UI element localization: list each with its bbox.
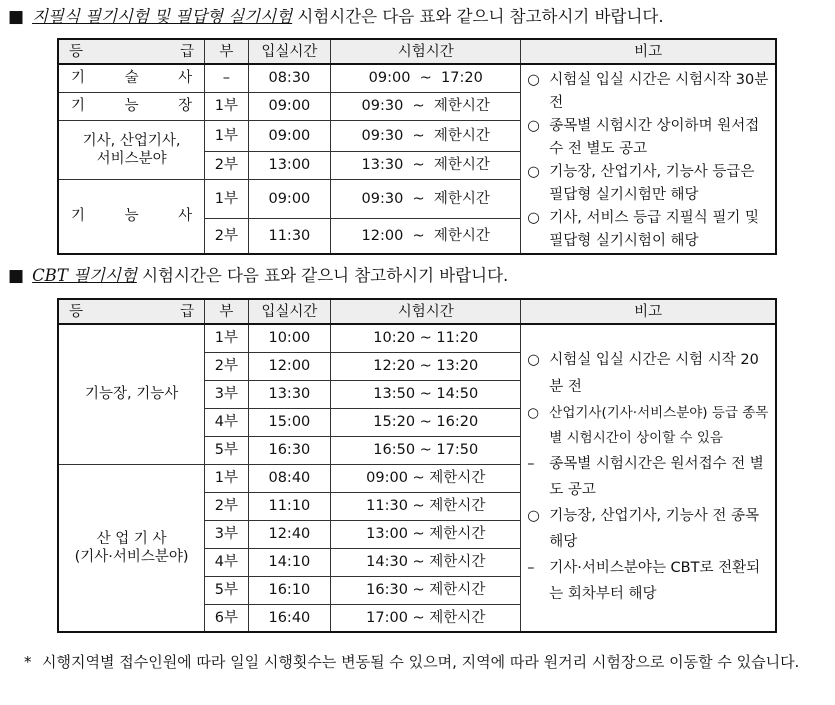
part-cell: 3부 — [205, 520, 248, 548]
exam-time-cell: 12:00 ~ 제한시간 — [331, 218, 521, 254]
part-cell: 1부 — [205, 464, 248, 492]
section2-marker: ■ — [8, 266, 25, 286]
entry-time-cell: 14:10 — [248, 548, 331, 576]
part-cell: 5부 — [205, 576, 248, 604]
written-exam-table — [57, 38, 777, 255]
entry-time-cell: 12:00 — [248, 352, 331, 380]
grade-cell: 기 능 사 — [58, 179, 205, 254]
entry-time-cell: 12:40 — [248, 520, 331, 548]
entry-time-cell: 11:10 — [248, 492, 331, 520]
part-cell: 1부 — [205, 92, 248, 120]
remark-item: ○ 시험실 입실 시간은 시험 시작 20분 전 — [527, 352, 759, 395]
entry-time-cell: 16:40 — [248, 604, 331, 632]
header-exam-time: 시험시간 — [331, 39, 521, 64]
header-part: 부 — [205, 299, 248, 324]
part-cell: 3부 — [205, 380, 248, 408]
exam-time-cell: 09:00 ~ 제한시간 — [331, 464, 521, 492]
remark-item: ○ 기능장, 산업기사, 기능사 등급은 필답형 실기시험만 해당 — [527, 164, 755, 203]
header-remarks: 비고 — [521, 39, 776, 64]
table-row — [58, 324, 776, 352]
entry-time-cell: 09:00 — [248, 179, 331, 218]
section2-heading — [8, 265, 508, 287]
remark-item: ○ 기능장, 산업기사, 기능사 전 종목 해당 — [527, 508, 760, 550]
remark-item: ○ 산업기사(기사·서비스분야) 등급 종목별 시험시간이 상이할 수 있음 — [527, 405, 769, 446]
exam-time-cell: 16:50 ~ 17:50 — [331, 436, 521, 464]
exam-time-cell: 13:00 ~ 제한시간 — [331, 520, 521, 548]
entry-time-cell: 15:00 — [248, 408, 331, 436]
grade-cell: 기능장, 기능사 — [58, 324, 205, 464]
remark-item: – 기사·서비스분야는 CBT로 전환되는 회차부터 해당 — [527, 560, 761, 602]
entry-time-cell: 16:10 — [248, 576, 331, 604]
part-cell: 4부 — [205, 548, 248, 576]
entry-time-cell: 08:30 — [248, 64, 331, 92]
part-cell: 4부 — [205, 408, 248, 436]
entry-time-cell: 16:30 — [248, 436, 331, 464]
part-cell: 2부 — [205, 492, 248, 520]
entry-time-cell: 11:30 — [248, 218, 331, 254]
remark-item: – 종목별 시험시간은 원서접수 전 별도 공고 — [527, 456, 764, 498]
header-exam-time: 시험시간 — [331, 299, 521, 324]
table-row — [58, 64, 776, 92]
part-cell: 1부 — [205, 179, 248, 218]
table-header-row — [58, 39, 776, 64]
table-header-row — [58, 299, 776, 324]
part-cell: 6부 — [205, 604, 248, 632]
entry-time-cell: 09:00 — [248, 120, 331, 151]
exam-time-cell: 10:20 ~ 11:20 — [331, 324, 521, 352]
part-cell: – — [205, 64, 248, 92]
section1-marker: ■ — [8, 7, 25, 27]
footnote-asterisk: * — [24, 653, 32, 671]
entry-time-cell: 08:40 — [248, 464, 331, 492]
remarks-cell — [521, 64, 776, 254]
entry-time-cell: 13:00 — [248, 151, 331, 179]
remark-item: ○ 종목별 시험시간 상이하며 원서접수 전 별도 공고 — [527, 118, 760, 157]
exam-time-cell: 09:30 ~ 제한시간 — [331, 120, 521, 151]
exam-time-cell: 13:50 ~ 14:50 — [331, 380, 521, 408]
exam-time-cell: 09:30 ~ 제한시간 — [331, 92, 521, 120]
grade-cell: 기 능 장 — [58, 92, 205, 120]
header-grade: 등 급 — [58, 39, 205, 64]
exam-time-cell: 16:30 ~ 제한시간 — [331, 576, 521, 604]
exam-time-cell: 17:00 ~ 제한시간 — [331, 604, 521, 632]
part-cell: 1부 — [205, 120, 248, 151]
part-cell: 5부 — [205, 436, 248, 464]
exam-time-cell: 09:30 ~ 제한시간 — [331, 179, 521, 218]
section1-heading — [8, 6, 664, 28]
remark-item: ○ 시험실 입실 시간은 시험시작 30분 전 — [527, 72, 769, 111]
grade-cell: 기 술 사 — [58, 64, 205, 92]
grade-cell: 기사, 산업기사, 서비스분야 — [58, 120, 205, 179]
section1-text: 시험시간은 다음 표와 같으니 참고하시기 바랍니다. — [292, 7, 664, 26]
header-part: 부 — [205, 39, 248, 64]
entry-time-cell: 13:30 — [248, 380, 331, 408]
section1-highlight: 지필식 필기시험 및 필답형 실기시험 — [32, 7, 293, 26]
remark-item: ○ 기사, 서비스 등급 지필식 필기 및 필답형 실기시험이 해당 — [527, 210, 760, 249]
section2-text: 시험시간은 다음 표와 같으니 참고하시기 바랍니다. — [136, 266, 509, 285]
part-cell: 1부 — [205, 324, 248, 352]
header-grade: 등 급 — [58, 299, 205, 324]
part-cell: 2부 — [205, 151, 248, 179]
grade-cell: 산 업 기 사 (기사·서비스분야) — [58, 464, 205, 632]
exam-time-cell: 12:20 ~ 13:20 — [331, 352, 521, 380]
exam-time-cell: 15:20 ~ 16:20 — [331, 408, 521, 436]
header-remarks: 비고 — [521, 299, 776, 324]
exam-time-cell: 13:30 ~ 제한시간 — [331, 151, 521, 179]
remarks-cell — [521, 324, 776, 632]
header-entry-time: 입실시간 — [248, 39, 331, 64]
header-entry-time: 입실시간 — [248, 299, 331, 324]
footnote — [24, 650, 829, 674]
part-cell: 2부 — [205, 352, 248, 380]
exam-time-cell: 11:30 ~ 제한시간 — [331, 492, 521, 520]
cbt-exam-table — [57, 298, 777, 633]
entry-time-cell: 10:00 — [248, 324, 331, 352]
part-cell: 2부 — [205, 218, 248, 254]
entry-time-cell: 09:00 — [248, 92, 331, 120]
footnote-text: 시행지역별 접수인원에 따라 일일 시행횟수는 변동될 수 있으며, 지역에 따라 원거리 시험장으로 이동할 수 있습니다. — [42, 653, 800, 671]
section2-highlight: CBT 필기시험 — [32, 266, 137, 285]
exam-time-cell: 14:30 ~ 제한시간 — [331, 548, 521, 576]
exam-time-cell: 09:00 ~ 17:20 — [331, 64, 521, 92]
